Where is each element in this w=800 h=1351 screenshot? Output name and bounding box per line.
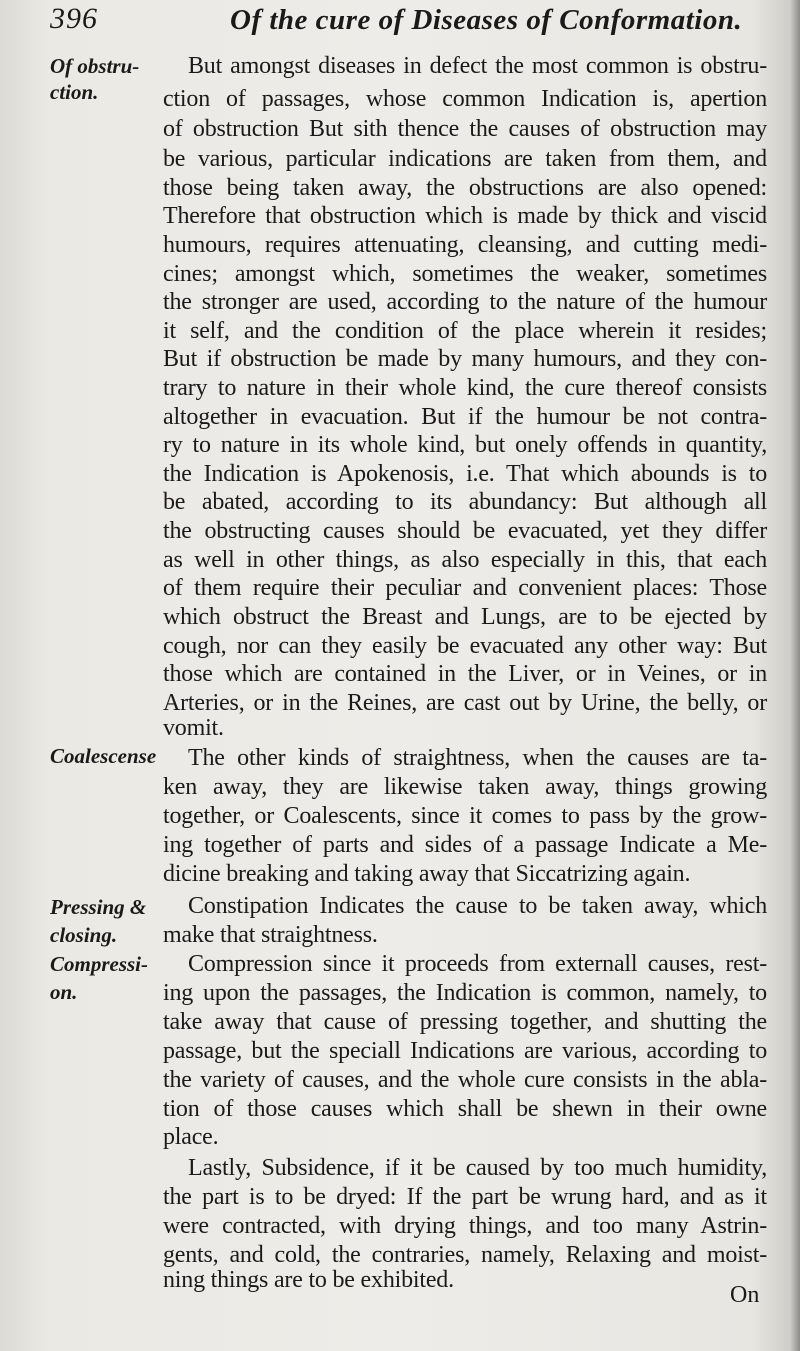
text-line: take away that cause of pressing together, and shutting the xyxy=(163,1009,767,1035)
text-line: Therefore that obstruction which is made by thick and viscid xyxy=(163,203,767,229)
catchword: On xyxy=(730,1282,760,1308)
text-line: ken away, they are likewise taken away, things growing xyxy=(163,774,767,800)
text-line: cough, nor can they easily be evacuated any other way: But xyxy=(163,633,767,659)
text-line: the Indication is Apokenosis, i.e. That which abounds is to xyxy=(163,461,767,487)
text-line: ing upon the passages, the Indication is common, namely, to xyxy=(163,980,767,1006)
text-line: But if obstruction be made by many humours, and they con- xyxy=(163,346,767,372)
margin-note: ction. xyxy=(50,80,99,104)
text-line: tion of those causes which shall be shewn in their owne xyxy=(163,1096,767,1122)
margin-note: Coalescense xyxy=(50,744,157,768)
text-line: Lastly, Subsidence, if it be caused by too much humidity, xyxy=(188,1155,767,1181)
text-line: the obstructing causes should be evacuated, yet they differ xyxy=(163,518,767,544)
text-line: humours, requires attenuating, cleansing, and cutting medi- xyxy=(163,232,767,258)
page-header xyxy=(50,2,790,46)
text-line: The other kinds of straightness, when the causes are ta- xyxy=(188,745,767,771)
text-line: cines; amongst which, sometimes the weaker, sometimes xyxy=(163,261,767,287)
text-line: the stronger are used, according to the nature of the humour xyxy=(163,289,767,315)
text-line: Arteries, or in the Reines, are cast out by Urine, the belly, or xyxy=(163,690,767,716)
text-line: of them require their peculiar and convenient places: Those xyxy=(163,575,767,601)
text-line: the part is to be dryed: If the part be wrung hard, and as it xyxy=(163,1184,767,1210)
text-line: be various, particular indications are taken from them, and xyxy=(163,146,767,172)
page-number: 396 xyxy=(50,2,98,35)
margin-note: Pressing & xyxy=(50,895,147,919)
margin-note: on. xyxy=(50,980,78,1004)
margin-note: closing. xyxy=(50,923,118,947)
text-line: were contracted, with drying things, and too many Astrin- xyxy=(163,1213,767,1239)
text-line: make that straightness. xyxy=(163,922,378,948)
margin-note: Of obstru- xyxy=(50,54,140,78)
text-line: those being taken away, the obstructions are also opened: xyxy=(163,175,767,201)
text-line: ing together of parts and sides of a passage Indicate a Me- xyxy=(163,832,767,858)
text-line: of obstruction But sith thence the causes of obstruction may xyxy=(163,116,767,142)
text-line: which obstruct the Breast and Lungs, are to be ejected by xyxy=(163,604,767,630)
text-line: dicine breaking and taking away that Siccatrizing again. xyxy=(163,861,691,887)
text-line: ry to nature in its whole kind, but onely offends in quantity, xyxy=(163,432,767,458)
text-line: Compression since it proceeds from externall causes, rest- xyxy=(188,951,767,977)
text-line: passage, but the speciall Indications are various, according to xyxy=(163,1038,767,1064)
text-line: ction of passages, whose common Indication is, apertion xyxy=(163,86,767,112)
text-line: place. xyxy=(163,1124,219,1150)
text-line: the variety of causes, and the whole cure consists in the abla- xyxy=(163,1067,767,1093)
text-line: Constipation Indicates the cause to be taken away, which xyxy=(188,893,767,919)
text-line: trary to nature in their whole kind, the cure thereof consists xyxy=(163,375,767,401)
margin-note: Compressi- xyxy=(50,952,149,976)
text-line: be abated, according to its abundancy: But although all xyxy=(163,489,767,515)
running-title: Of the cure of Diseases of Conformation. xyxy=(230,4,743,36)
text-line: gents, and cold, the contraries, namely, Relaxing and moist- xyxy=(163,1242,767,1268)
text-line: altogether in evacuation. But if the humour be not contra- xyxy=(163,404,767,430)
text-line: together, or Coalescents, since it comes to pass by the grow- xyxy=(163,803,767,829)
text-line: ning things are to be exhibited. xyxy=(163,1267,454,1293)
text-line: vomit. xyxy=(163,715,224,741)
text-line: those which are contained in the Liver, or in Veines, or in xyxy=(163,661,767,687)
page-edge xyxy=(790,0,800,1351)
text-line: as well in other things, as also especially in this, that each xyxy=(163,547,767,573)
text-line: But amongst diseases in defect the most common is obstru- xyxy=(188,53,767,79)
text-line: it self, and the condition of the place wherein it resides; xyxy=(163,318,767,344)
